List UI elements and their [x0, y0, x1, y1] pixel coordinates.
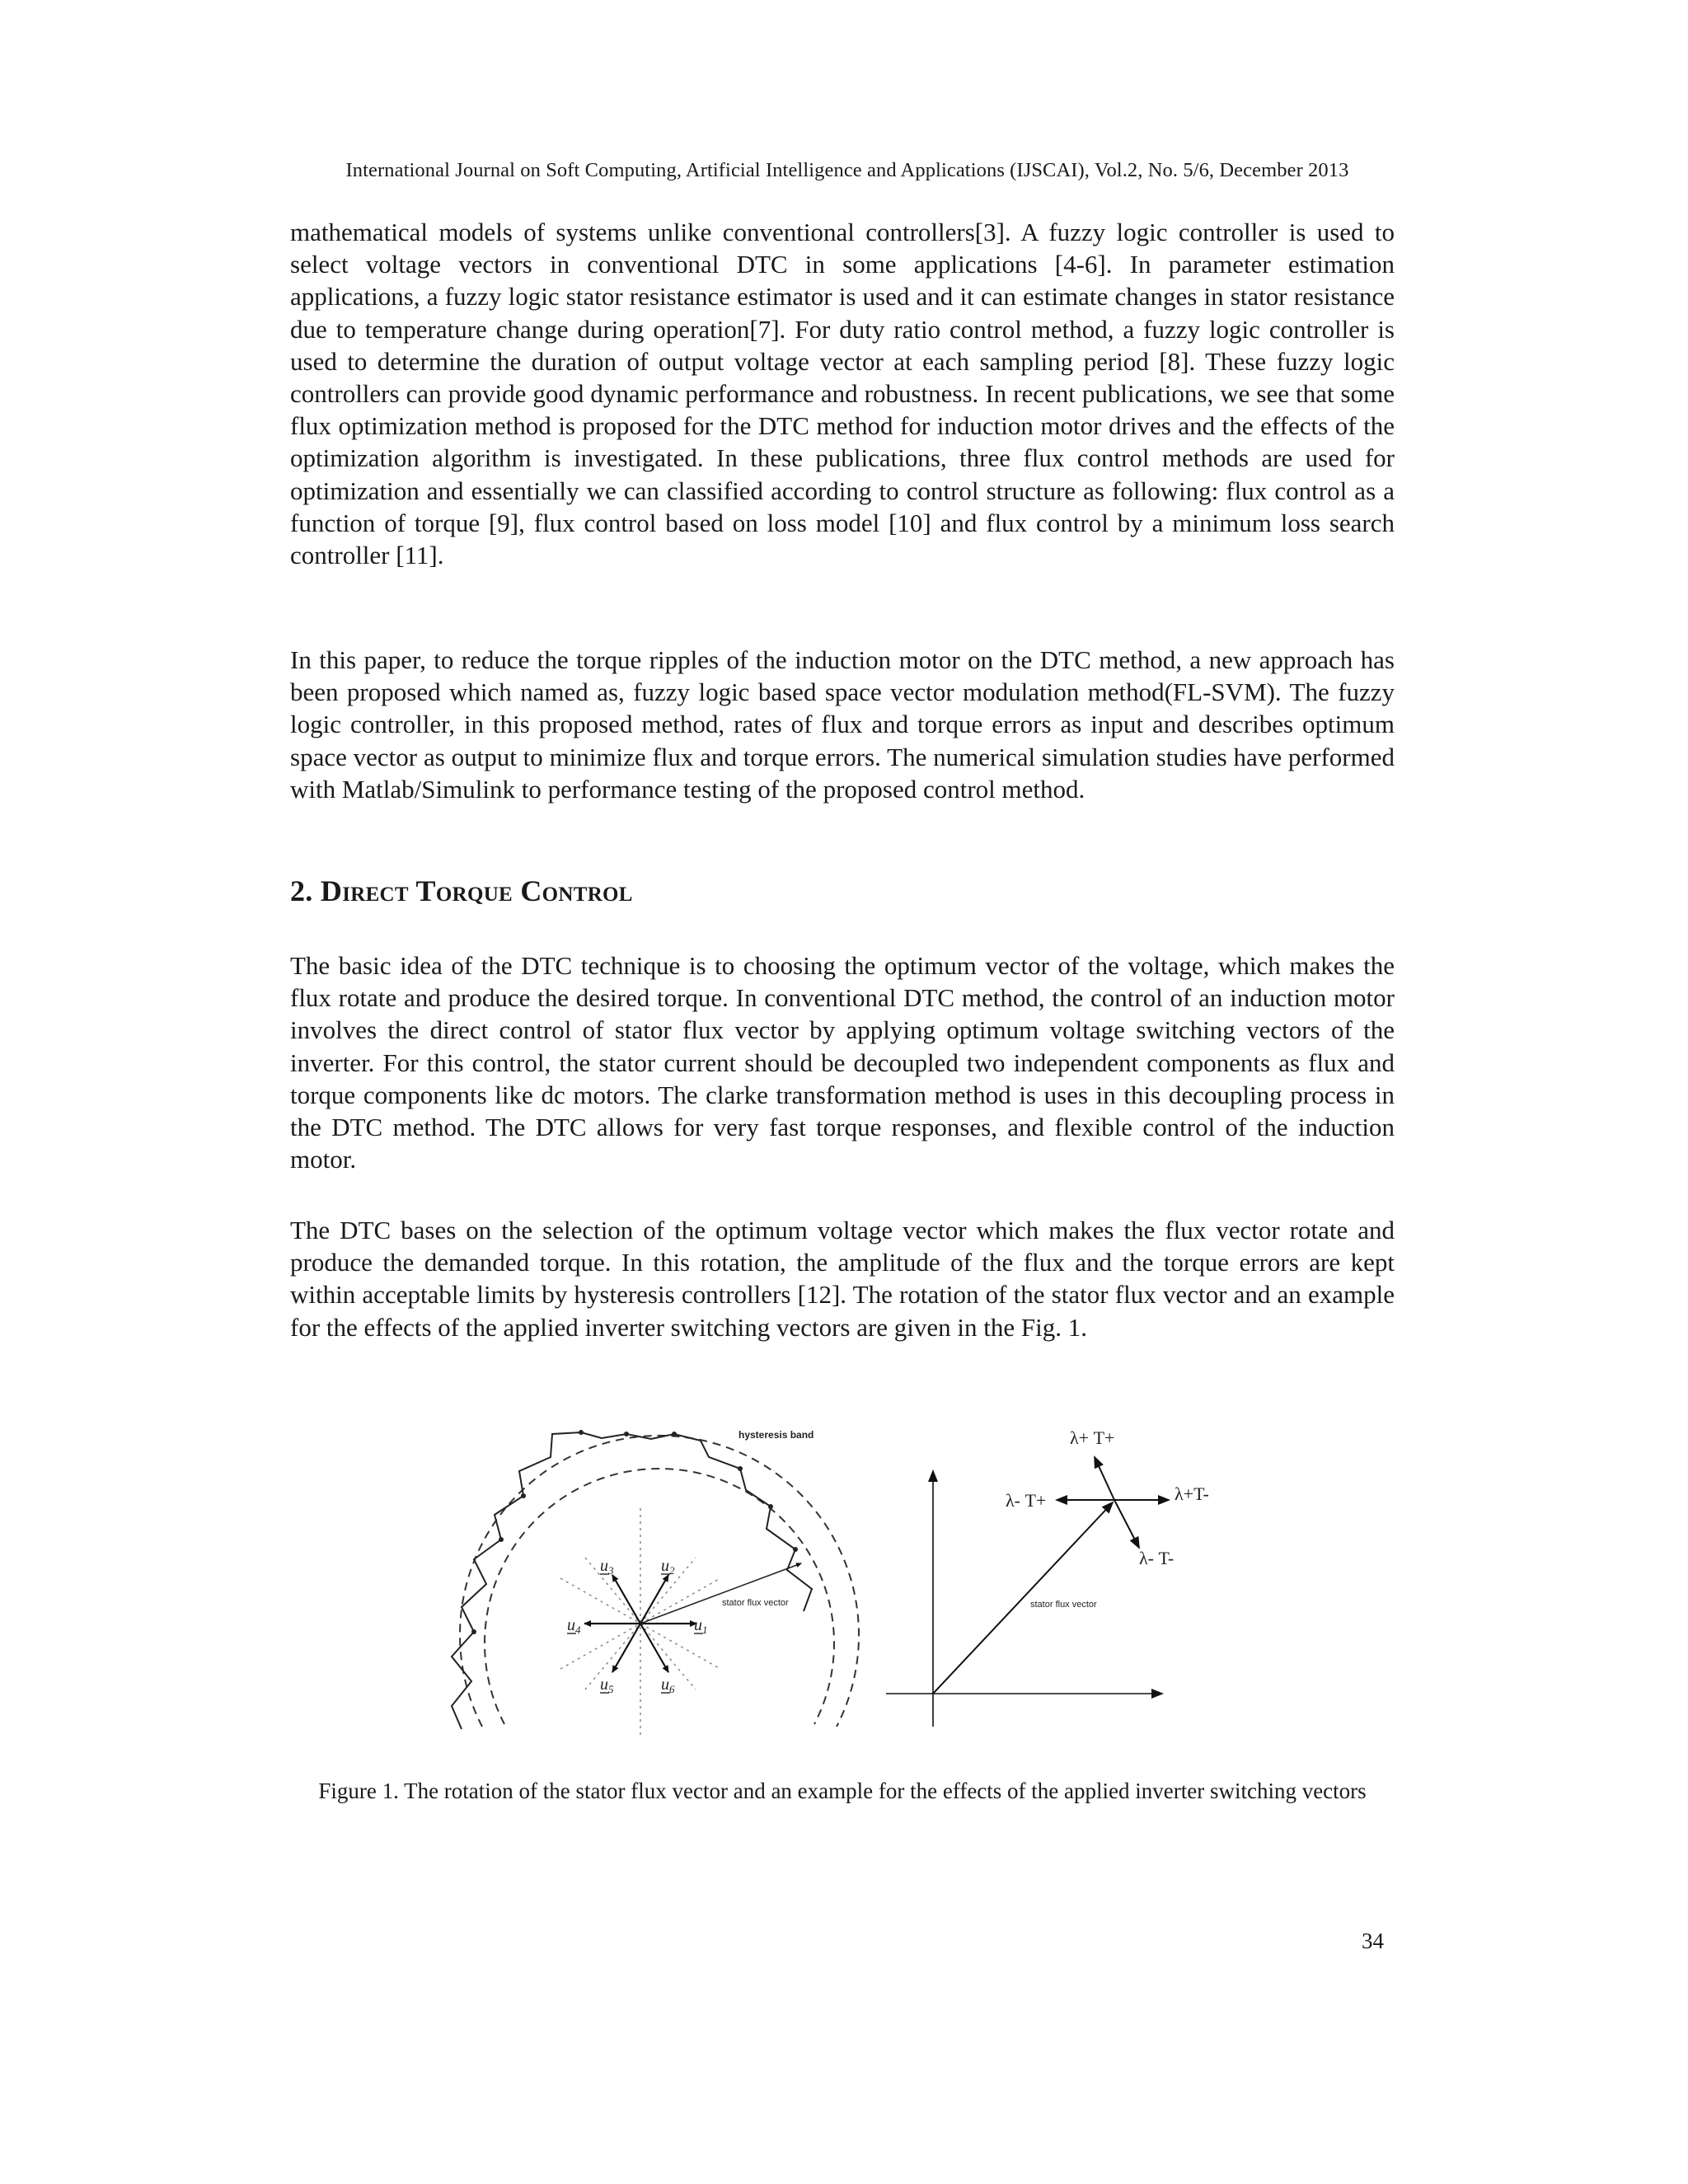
- flux-trajectory: [452, 1432, 812, 1729]
- label-lp-tm: λ+T-: [1175, 1483, 1209, 1504]
- figure-caption: Figure 1. The rotation of the stator flux vector and an example for the effects of the applied inverter switching vectors: [318, 1779, 1367, 1803]
- paragraph-dtc-basic-idea: The basic idea of the DTC technique is to choosing the optimum vector of the voltage, which makes the flux rotate and produce the desired torque. In conventional DTC method, the control of an induction motor involves the direct control of stator flux vector by applying optimum voltage switching vectors of the inverter. For this control, the stator current should be decoupled two independent components as flux and torque components like dc motors. The clarke transformation method is uses in this decoupling process in the DTC method. The DTC allows for very fast torque responses, and flexible control of the induction motor.: [290, 951, 1395, 1174]
- outer-hysteresis-circle: [460, 1436, 859, 1727]
- arrow-lp-tp: [1095, 1457, 1114, 1500]
- label-u3: $u_3$: [600, 1557, 614, 1577]
- vector-u3: [612, 1575, 640, 1624]
- label-stator-flux-right: stator flux vector: [1030, 1600, 1097, 1610]
- label-stator-flux-left: stator flux vector: [722, 1598, 789, 1608]
- running-head: International Journal on Soft Computing, Artificial Intelligence and Applications (IJSCAI), Vol.2, No. 5/6, December 2013: [345, 159, 1349, 181]
- arrow-lm-tm: [1114, 1500, 1139, 1548]
- right-diagram-switching-effects: [886, 1427, 1209, 1727]
- page-number: 34: [1362, 1929, 1384, 1953]
- left-diagram-flux-circle: [452, 1429, 859, 1739]
- label-lm-tp: λ- T+: [1006, 1490, 1047, 1511]
- label-lp-tp: λ+ T+: [1070, 1427, 1115, 1448]
- label-lm-tm: λ- T-: [1139, 1548, 1175, 1568]
- stator-flux-vector-right: [933, 1502, 1113, 1694]
- label-u5: $u_5$: [600, 1675, 614, 1695]
- label-u1: $u_1$: [694, 1616, 708, 1636]
- paragraph-dtc-selection: The DTC bases on the selection of the optimum voltage vector which makes the flux vector rotate and produce the demanded torque. In this rotation, the amplitude of the flux and the torque errors are kept within acceptable limits by hysteresis controllers [12]. The rotation of the stator flux vector and an example for the effects of the applied inverter switching vectors are given in the Fig. 1.: [290, 1216, 1395, 1342]
- paragraph-proposed-method: In this paper, to reduce the torque ripples of the induction motor on the DTC method, a new approach has been proposed which named as, fuzzy logic based space vector modulation method(FL-SVM). The fuzzy logic controller, in this proposed method, rates of flux and torque errors as input and describes optimum space vector as output to minimize flux and torque errors. The numerical simulation studies have performed with Matlab/Simulink to performance testing of the proposed control method.: [290, 645, 1395, 804]
- label-hysteresis-band: hysteresis band: [738, 1429, 814, 1441]
- vector-u5: [612, 1624, 640, 1672]
- inner-hysteresis-circle: [485, 1469, 834, 1724]
- label-u2: $u_2$: [661, 1557, 675, 1577]
- paragraph-intro-continued: mathematical models of systems unlike conventional controllers[3]. A fuzzy logic controller is used to select voltage vectors in conventional DTC in some applications [4-6]. In parameter estimation applications, a fuzzy logic stator resistance estimator is used and it can estimate changes in stator resistance due to temperature change during operation[7]. For duty ratio control method, a fuzzy logic controller is used to determine the duration of output voltage vector at each sampling period [8]. These fuzzy logic controllers can provide good dynamic performance and robustness. In recent publications, we see that some flux optimization method is proposed for the DTC method for induction motor drives and the effects of the optimization algorithm is investigated. In these publications, three flux control methods are used for optimization and essentially we can classified according to control structure as following: flux control as a function of torque [9], flux control based on loss model [10] and flux control by a minimum loss search controller [11].: [290, 218, 1395, 570]
- section-heading-dtc: 2. Direct Torque Control: [290, 874, 633, 907]
- label-u6: $u_6$: [661, 1675, 675, 1695]
- label-u4: $u_4$: [567, 1616, 581, 1636]
